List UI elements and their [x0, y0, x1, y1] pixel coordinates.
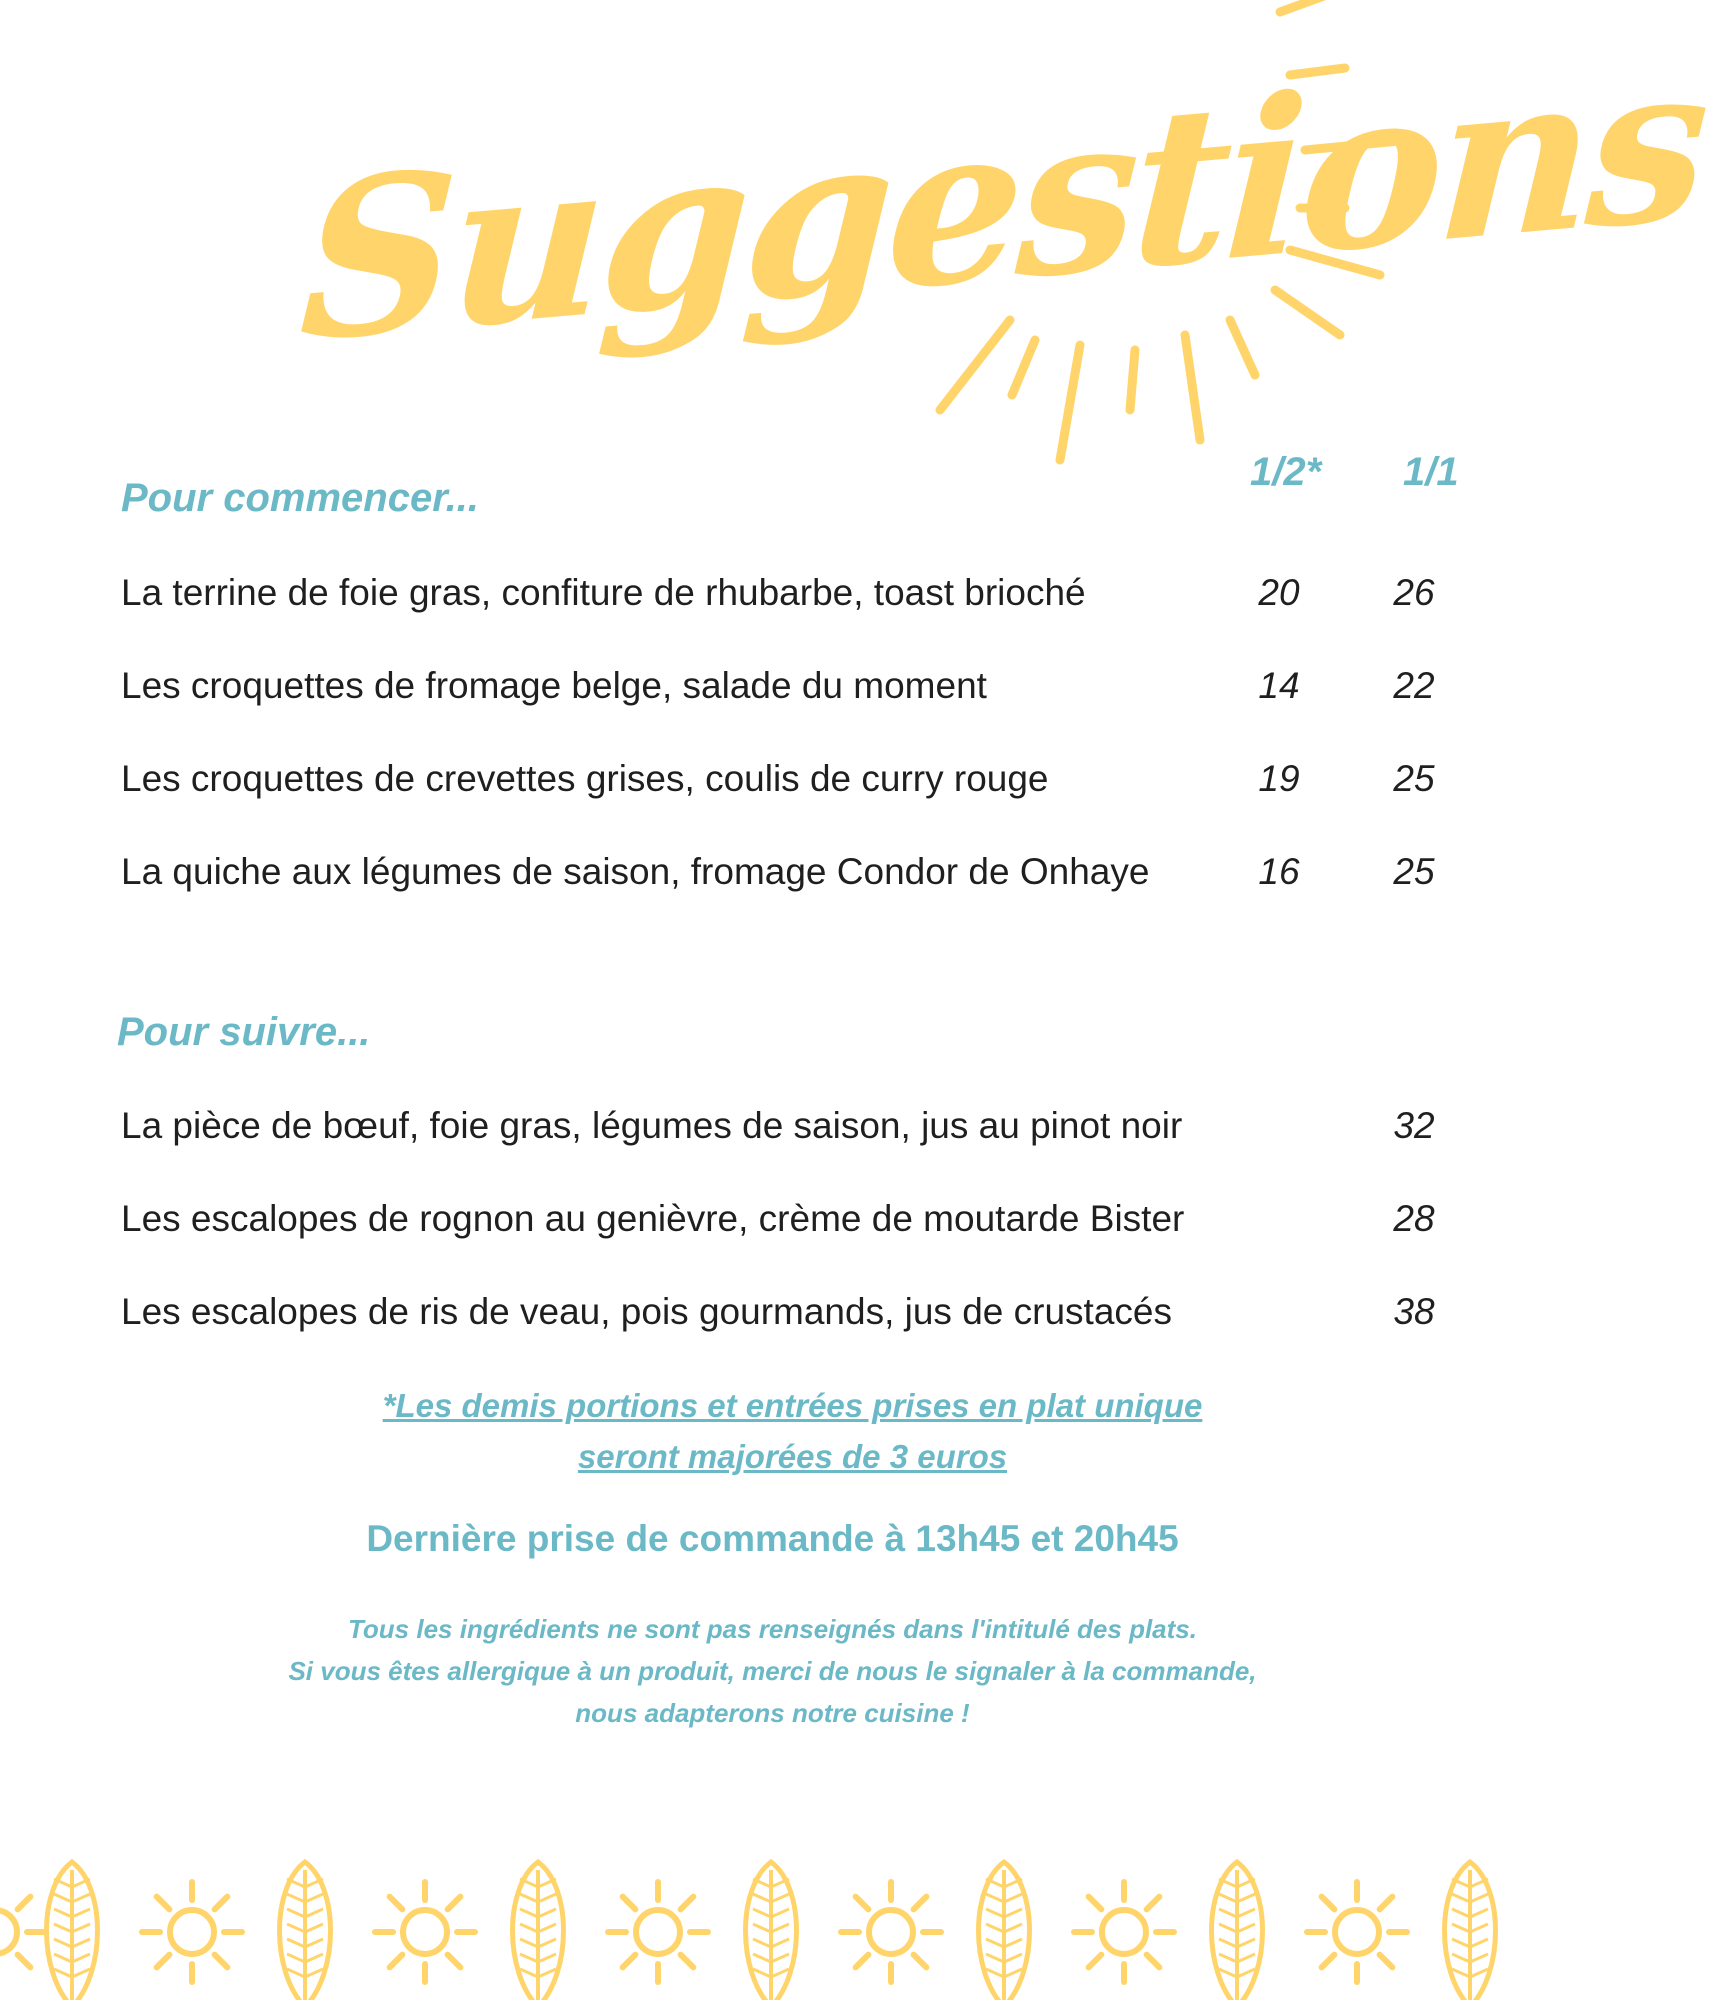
price-full: 25	[1393, 851, 1435, 892]
page-title: Suggestions	[295, 12, 1709, 391]
leaf-icon	[1212, 1862, 1263, 2000]
sun-icon	[1307, 1882, 1407, 1982]
leaf-icon	[47, 1862, 98, 2000]
leaf-icon	[280, 1862, 331, 2000]
price-half: 14	[1258, 665, 1300, 706]
column-header-full: 1/1	[1403, 450, 1459, 494]
price-full: 26	[1393, 572, 1435, 613]
price-half: 19	[1258, 758, 1300, 799]
leaf-icon	[746, 1862, 797, 2000]
title-block	[295, 0, 1709, 470]
sun-icon	[841, 1882, 941, 1982]
menu-item	[121, 1291, 1466, 1339]
sun-icon	[608, 1882, 708, 1982]
section-heading-starters: Pour commencer...	[121, 476, 479, 520]
menu-item	[121, 851, 1466, 899]
price-full: 28	[1393, 1198, 1435, 1239]
price-full: 25	[1393, 758, 1435, 799]
price-half: 16	[1258, 851, 1300, 892]
sun-leaf-border	[0, 1845, 1545, 2000]
column-header-half: 1/2*	[1250, 450, 1322, 494]
sun-icon	[0, 1882, 45, 1982]
leaf-icon	[979, 1862, 1030, 2000]
leaf-icon	[1445, 1862, 1496, 2000]
menu-item-name: Les escalopes de ris de veau, pois gourmands, jus de crustacés	[121, 1291, 1172, 1332]
menu-item	[121, 1198, 1466, 1246]
allergy-notice-line-2: Si vous êtes allergique à un produit, merci de nous le signaler à la commande,	[288, 1656, 1257, 1686]
price-half: 20	[1258, 572, 1300, 613]
price-full: 22	[1393, 665, 1435, 706]
last-order-notice: Dernière prise de commande à 13h45 et 20h45	[366, 1518, 1179, 1559]
sun-icon	[375, 1882, 475, 1982]
footnote-line-1: *Les demis portions et entrées prises en plat unique	[382, 1387, 1203, 1424]
sun-icon	[142, 1882, 242, 1982]
sun-icon	[1074, 1882, 1174, 1982]
menu-item	[121, 1105, 1466, 1153]
allergy-notice-line-1: Tous les ingrédients ne sont pas renseignés dans l'intitulé des plats.	[348, 1614, 1197, 1644]
menu-item-name: La quiche aux légumes de saison, fromage Condor de Onhaye	[121, 851, 1150, 892]
menu-item-name: Les croquettes de fromage belge, salade du moment	[121, 665, 987, 706]
menu-item-name: Les croquettes de crevettes grises, coulis de curry rouge	[121, 758, 1049, 799]
allergy-notice-line-3: nous adapterons notre cuisine !	[575, 1698, 970, 1728]
price-full: 32	[1393, 1105, 1435, 1146]
menu-item	[121, 572, 1466, 620]
menu-item	[121, 758, 1466, 806]
leaf-icon	[513, 1862, 564, 2000]
footnote-line-2: seront majorées de 3 euros	[577, 1438, 1008, 1475]
price-full: 38	[1393, 1291, 1435, 1332]
menu-item-name: La pièce de bœuf, foie gras, légumes de saison, jus au pinot noir	[121, 1105, 1183, 1146]
menu-item-name: La terrine de foie gras, confiture de rhubarbe, toast brioché	[121, 572, 1086, 613]
menu-item	[121, 665, 1466, 713]
menu-item-name: Les escalopes de rognon au genièvre, crème de moutarde Bister	[121, 1198, 1185, 1239]
section-heading-mains: Pour suivre...	[117, 1010, 371, 1054]
